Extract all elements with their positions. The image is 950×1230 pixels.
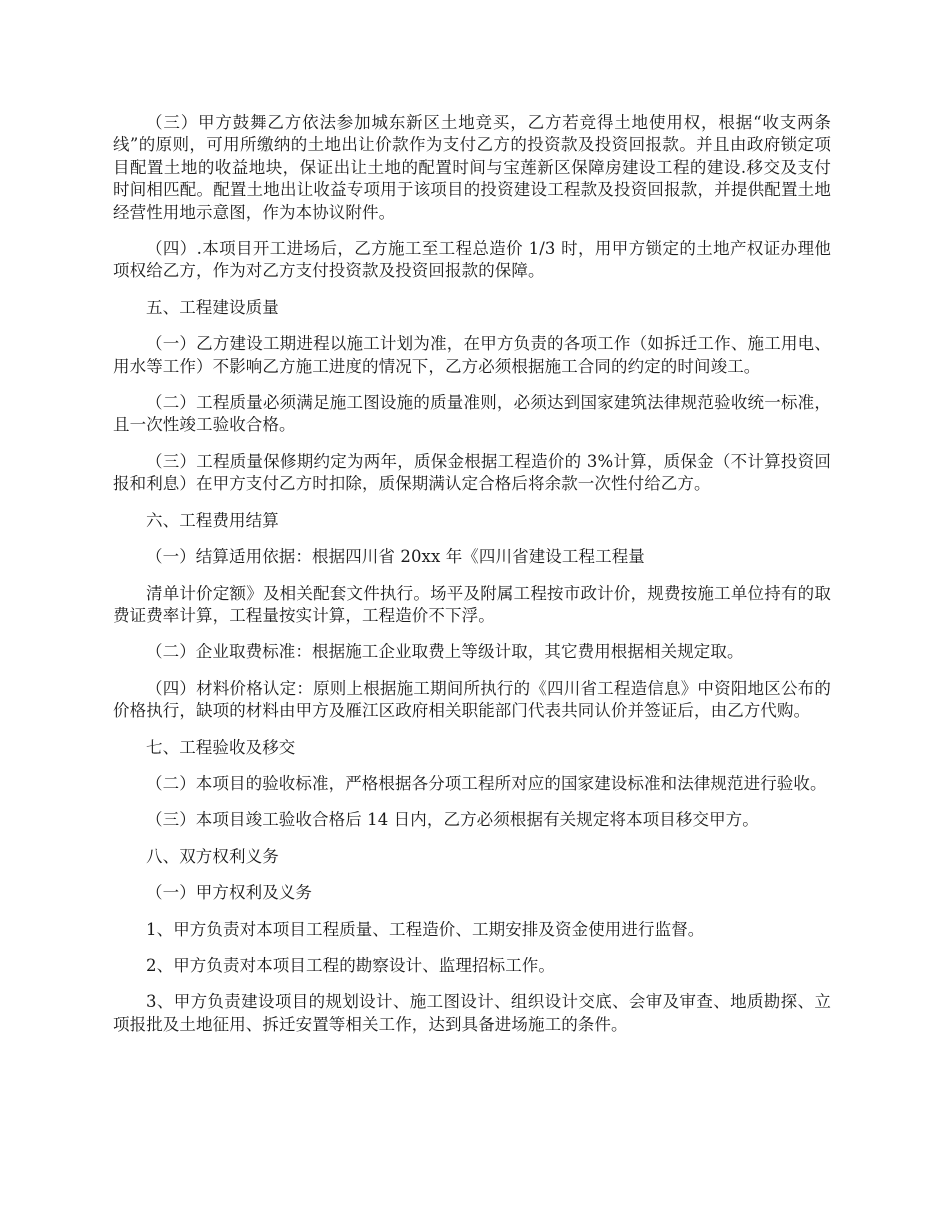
paragraph-pricing-quota: 清单计价定额》及相关配套文件执行。场平及附属工程按市政计价，规费按施工单位持有的取费证费率计算，工程量按实计算，工程造价不下浮。 [113,583,831,625]
paragraph-acceptance-standard: （二）本项目的验收标准，严格根据各分项工程所对应的国家建设标准和法律规范进行验收。 [146,773,827,793]
section-heading-settlement: 六、工程费用结算 [146,510,279,530]
paragraph-fee-standard: （二）企业取费标准：根据施工企业取费上等级计取，其它费用根据相关规定取。 [146,642,744,662]
paragraph-handover: （三）本项目竣工验收合格后 14 日内，乙方必须根据有关规定将本项目移交甲方。 [146,810,759,830]
section-heading-acceptance: 七、工程验收及移交 [146,737,296,757]
list-item-supervision: 1、甲方负责对本项目工程质量、工程造价、工期安排及资金使用进行监督。 [146,919,705,939]
paragraph-warranty: （三）工程质量保修期约定为两年，质保金根据工程造价的 3%计算，质保金（不计算投资回报和利息）在甲方支付乙方时扣除，质保期满认定合格后将余款一次性付给乙方。 [113,451,831,494]
paragraph-construction-period: （一）乙方建设工期进程以施工计划为准，在甲方负责的各项工作（如拆迁工作、施工用电、用水等工作）不影响乙方施工进度的情况下，乙方必须根据施工合同的约定的时间竣工。 [113,334,831,376]
list-item-planning-design: 3、甲方负责建设项目的规划设计、施工图设计、组织设计交底、会审及审查、地质勘探、立项报批及土地征用、拆迁安置等相关工作，达到具备进场施工的条件。 [113,992,831,1034]
section-heading-rights: 八、双方权利义务 [146,846,279,866]
paragraph-settlement-basis: （一）结算适用依据：根据四川省 20xx 年《四川省建设工程工程量 [146,547,645,567]
document-body [113,112,831,1050]
subheading-party-a-rights: （一）甲方权利及义务 [146,883,312,903]
paragraph-land-bidding: （三）甲方鼓舞乙方依法参加城东新区土地竞买，乙方若竞得土地使用权，根据“收支两条线”的原则，可用所缴纳的土地出让价款作为支付乙方的投资款及投资回报款。并且由政府锁定项目配置土地的收益地块，保证出让土地的配置时间与宝莲新区保障房建设工程的建设.移交及支付时间相匹配。配置土地出让收益专项用于该项目的投资建设工程款及投资回报款，并提供配置土地经营性用地示意图，作为本协议附件。 [113,113,831,222]
section-heading-quality: 五、工程建设质量 [146,297,279,317]
paragraph-quality-standard: （二）工程质量必须满足施工图设施的质量准则，必须达到国家建筑法律规范验收统一标准，且一次性竣工验收合格。 [113,393,831,435]
list-item-survey-design: 2、甲方负责对本项目工程的勘察设计、监理招标工作。 [146,955,555,975]
paragraph-land-certificate: （四）.本项目开工进场后，乙方施工至工程总造价 1/3 时，用甲方锁定的土地产权证办理他项权给乙方，作为对乙方支付投资款及投资回报款的保障。 [113,239,831,281]
paragraph-material-price: （四）材料价格认定：原则上根据施工期间所执行的《四川省工程造信息》中资阳地区公布的价格执行，缺项的材料由甲方及雁江区政府相关职能部门代表共同认价并签证后，由乙方代购。 [113,678,831,721]
